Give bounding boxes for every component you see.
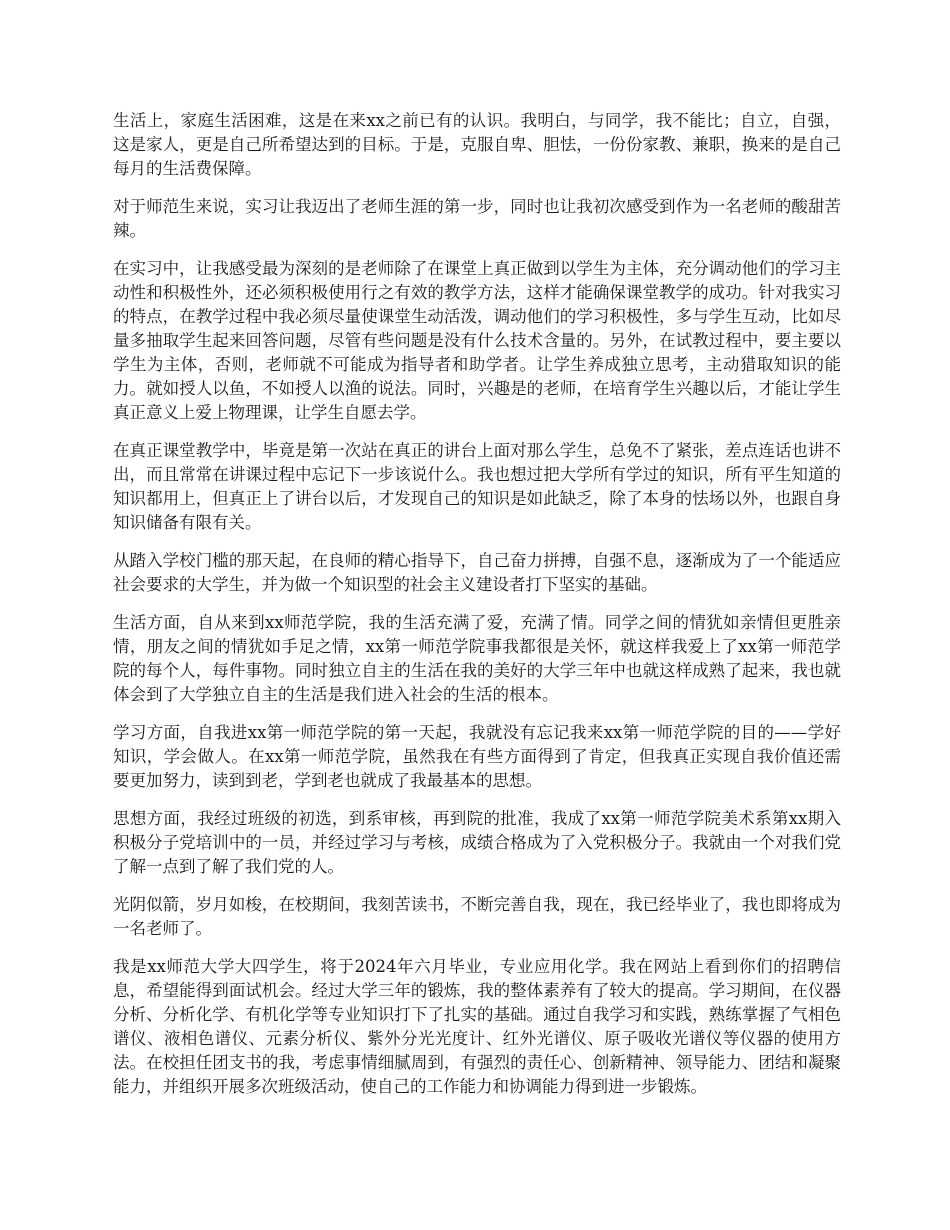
paragraph-graduation: 光阴似箭，岁月如梭，在校期间，我刻苦读书，不断完善自我，现在，我已经毕业了，我也即将成为一名老师了。 [113,895,841,938]
paragraph-family-hardship: 生活上，家庭生活困难，这是在来xx之前已有的认识。我明白，与同学，我不能比；自立，自强，这是家人，更是自己所希望达到的目标。于是，克服自卑、胆怯，一份份家教、兼职，换来的是自己每月的生活费保障。 [113,111,841,178]
paragraph-application-letter: 我是xx师范大学大四学生，将于2024年六月毕业，专业应用化学。我在网站上看到你们的招聘信息，希望能得到面试机会。经过大学三年的锻炼，我的整体素养有了较大的提高。学习期间，在仪器分析、分析化学、有机化学等专业知识打下了扎实的基础。通过自我学习和实践，熟练掌握了气相色谱仪、液相色谱仪、元素分析仪、紫外分光光度计、红外光谱仪、原子吸收光谱仪等仪器的使用方法。在校担任团支书的我，考虑事情细腻周到，有强烈的责任心、创新精神、领导能力、团结和凝聚能力，并组织开展多次班级活动，使自己的工作能力和协调能力得到进一步锻炼。 [113,957,841,1096]
paragraph-internship-intro: 对于师范生来说，实习让我迈出了老师生涯的第一步，同时也让我初次感受到作为一名老师的酸甜苦辣。 [113,197,841,240]
document-body [113,109,841,1113]
paragraph-teaching-methods: 在实习中，让我感受最为深刻的是老师除了在课堂上真正做到以学生为主体，充分调动他们的学习主动性和积极性外，还必须积极使用行之有效的教学方法，这样才能确保课堂教学的成功。针对我实习的特点，在教学过程中我必须尽量使课堂生动活泼，调动他们的学习积极性，多与学生互动，比如尽量多抽取学生起来回答问题，尽管有些问题是没有什么技术含量的。另外，在试教过程中，要主要以学生为主体，否则，老师就不可能成为指导者和助学者。让学生养成独立思考，主动猎取知识的能力。就如授人以鱼，不如授人以渔的说法。同时，兴趣是的老师，在培育学生兴趣以后，才能让学生真正意义上爱上物理课，让学生自愿去学。 [113,259,841,422]
paragraph-school-growth: 从踏入学校门槛的那天起，在良师的精心指导下，自己奋力拼搏，自强不息，逐渐成为了一个能适应社会要求的大学生，并为做一个知识型的社会主义建设者打下坚实的基础。 [113,551,841,594]
paragraph-life-aspect: 生活方面，自从来到xx师范学院，我的生活充满了爱，充满了情。同学之间的情犹如亲情但更胜亲情，朋友之间的情犹如手足之情，xx第一师范学院事我都很是关怀，就这样我爱上了xx第一师范学院的每个人，每件事物。同时独立自主的生活在我的美好的大学三年中也就这样成熟了起来，我也就体会到了大学独立自主的生活是我们进入社会的生活的根本。 [113,613,841,704]
paragraph-study-aspect: 学习方面，自我进xx第一师范学院的第一天起，我就没有忘记我来xx第一师范学院的目的——学好知识，学会做人。在xx第一师范学院，虽然我在有些方面得到了肯定，但我真正实现自我价值还需要更加努力，读到到老，学到老也就成了我最基本的思想。 [113,723,841,790]
paragraph-first-lecture: 在真正课堂教学中，毕竟是第一次站在真正的讲台上面对那么学生，总免不了紧张，差点连话也讲不出，而且常常在讲课过程中忘记下一步该说什么。我也想过把大学所有学过的知识，所有平生知道的知识都用上，但真正上了讲台以后，才发现自己的知识是如此缺乏，除了本身的怯场以外，也跟自身知识储备有限有关。 [113,441,841,532]
paragraph-ideology-aspect: 思想方面，我经过班级的初选，到系审核，再到院的批准，我成了xx第一师范学院美术系第xx期入积极分子党培训中的一员，并经过学习与考核，成绩合格成为了入党积极分子。我就由一个对我们党了解一点到了解了我们党的人。 [113,809,841,876]
